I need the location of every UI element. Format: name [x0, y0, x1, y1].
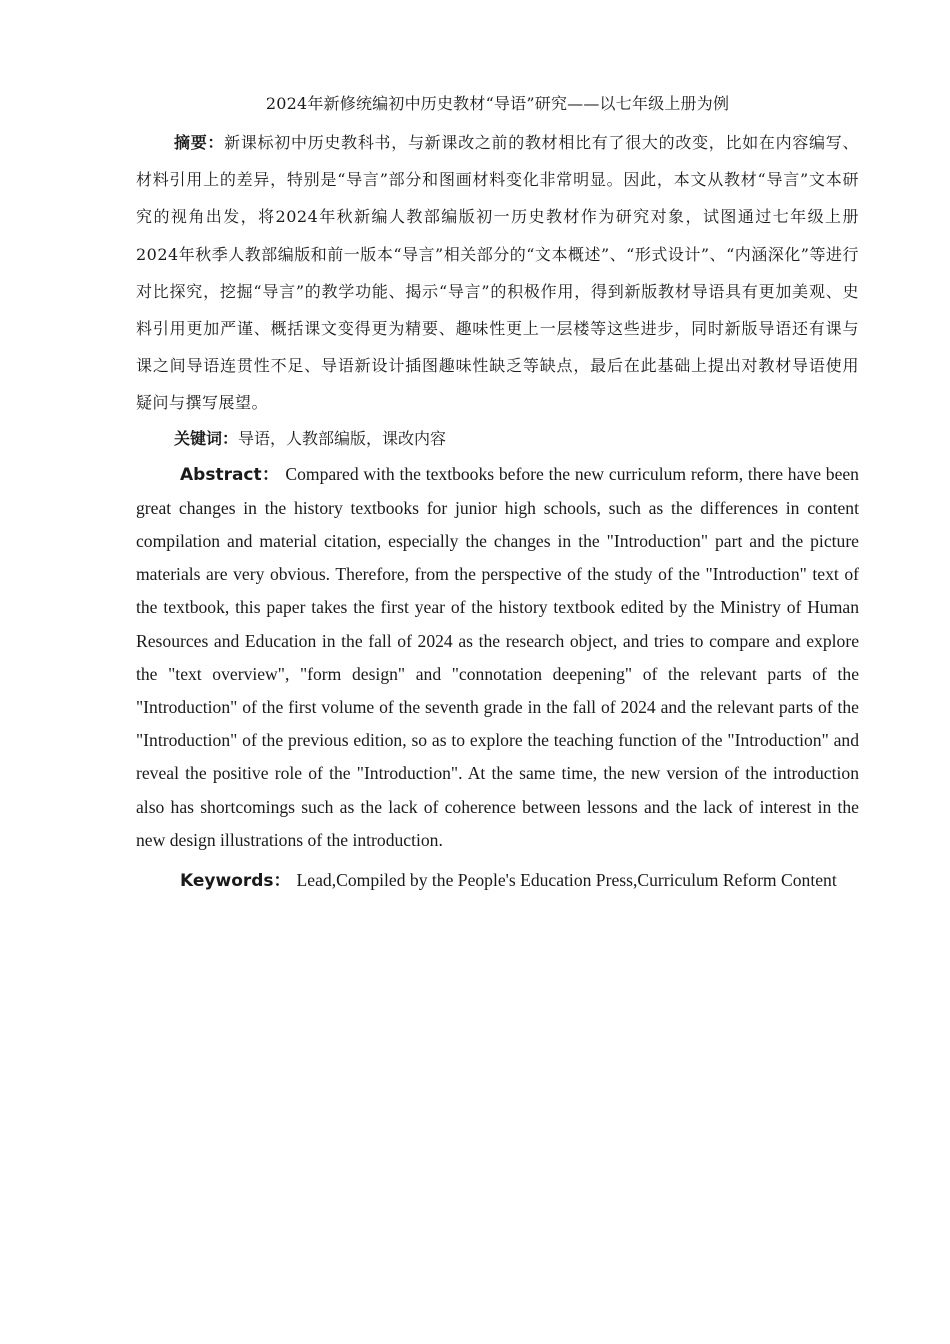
chinese-abstract-label: 摘要：	[174, 133, 225, 152]
chinese-abstract	[136, 124, 859, 422]
chinese-keywords	[136, 422, 859, 456]
english-abstract-text: Compared with the textbooks before the new curriculum reform, there have been great changes in the history textbooks for junior high schools, such as the differences in content compilation and material citation, especially the changes in the "Introduction" part and the picture materials are very obvious. Therefore, from the perspective of the study of the "Introduction" text of the textbook, this paper takes the first year of the history textbook edited by the Ministry of Human Resources and Education in the fall of 2024 as the research object, and tries to compare and explore the "text overview", "form design" and "connotation deepening" of the relevant parts of the "Introduction" of the first volume of the seventh grade in the fall of 2024 and the relevant parts of the "Introduction" of the previous edition, so as to explore the teaching function of the "Introduction" and reveal the positive role of the "Introduction". At the same time, the new version of the introduction also has shortcomings such as the lack of coherence between lessons and the lack of interest in the new design illustrations of the introduction.	[136, 463, 859, 850]
english-keywords-label: Keywords：	[180, 871, 291, 892]
paper-title: 2024年新修统编初中历史教材“导语”研究——以七年级上册为例	[265, 94, 730, 113]
chinese-keywords-label: 关键词：	[174, 428, 239, 448]
english-keywords	[136, 863, 859, 899]
paper-page	[136, 90, 859, 899]
english-keywords-text: Lead,Compiled by the People's Education Press,Curriculum Reform Content	[296, 870, 837, 891]
english-abstract	[136, 458, 859, 857]
chinese-abstract-text: 新课标初中历史教科书，与新课改之前的教材相比有了很大的改变，比如在内容编写、材料引用上的差异，特别是“导言”部分和图画材料变化非常明显。因此，本文从教材“导言”文本研究的视角出发，将2024年秋新编人教部编版初一历史教材作为研究对象，试图通过七年级上册2024年秋季人教部编版和前一版本“导言”相关部分的“文本概述”、“形式设计”、“内涵深化”等进行对比探究，挖掘“导言”的教学功能、揭示“导言”的积极作用，得到新版教材导语具有更加美观、史料引用更加严谨、概括课文变得更为精要、趣味性更上一层楼等这些进步，同时新版导语还有课与课之间导语连贯性不足、导语新设计插图趣味性缺乏等缺点，最后在此基础上提出对教材导语使用疑问与撰写展望。	[136, 133, 859, 413]
chinese-keywords-text: 导语，人教部编版，课改内容	[238, 428, 447, 448]
english-abstract-label: Abstract：	[180, 464, 280, 485]
